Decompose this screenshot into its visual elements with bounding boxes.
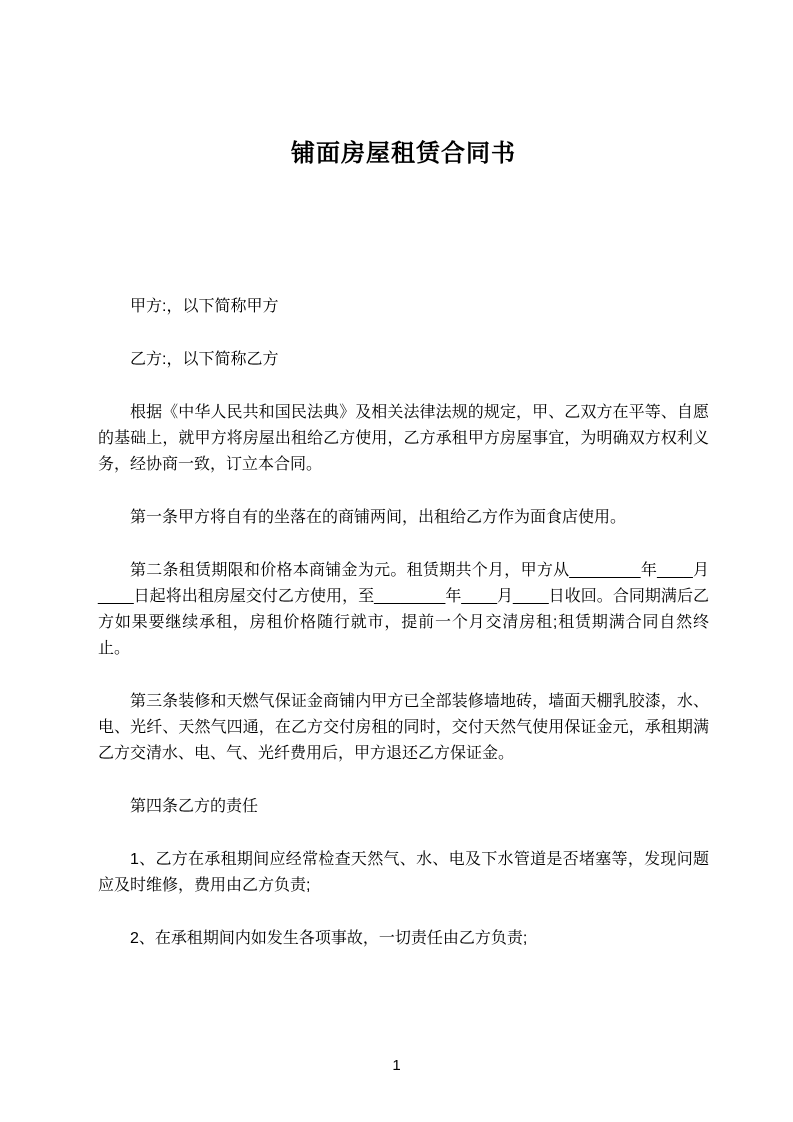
document-title: 铺面房屋租赁合同书 — [291, 140, 516, 167]
party-b-line: 乙方:，以下简称乙方 — [130, 351, 279, 368]
clause-4-heading: 第四条乙方的责任 — [130, 798, 259, 815]
page-number: 1 — [392, 1057, 401, 1074]
clause-4-item-1: 1、乙方在承租期间应经常检查天然气、水、电及下水管道是否堵塞等，发现问题应及时维修，费用由乙方负责; — [98, 851, 709, 894]
clause-4-item-2: 2、在承租期间内如发生各项事故，一切责任由乙方负责; — [130, 930, 528, 947]
clause-1-paragraph: 第一条甲方将自有的坐落在的商铺两间，出租给乙方作为面食店使用。 — [130, 509, 627, 526]
clause-2-paragraph: 第二条租赁期限和价格本商铺金为元。租赁期共个月，甲方从________年____月____日起将出租房屋交付乙方使用，至________年____月____日收回。合同期满后乙方如果要继续承租，房租价格随行就市，提前一个月交清房租;租赁期满合同自然终止。 — [98, 562, 709, 657]
clause-3-paragraph: 第三条装修和天燃气保证金商铺内甲方已全部装修墙地砖，墙面天棚乳胶漆，水、电、光纤、天然气四通，在乙方交付房租的同时，交付天然气使用保证金元，承租期满乙方交清水、电、气、光纤费用后，甲方退还乙方保证金。 — [98, 693, 709, 762]
party-a-line: 甲方:，以下简称甲方 — [130, 298, 279, 315]
preamble-paragraph: 根据《中华人民共和国民法典》及相关法律法规的规定，甲、乙双方在平等、自愿的基础上，就甲方将房屋出租给乙方使用，乙方承租甲方房屋事宜，为明确双方权利义务，经协商一致，订立本合同。 — [98, 404, 709, 473]
